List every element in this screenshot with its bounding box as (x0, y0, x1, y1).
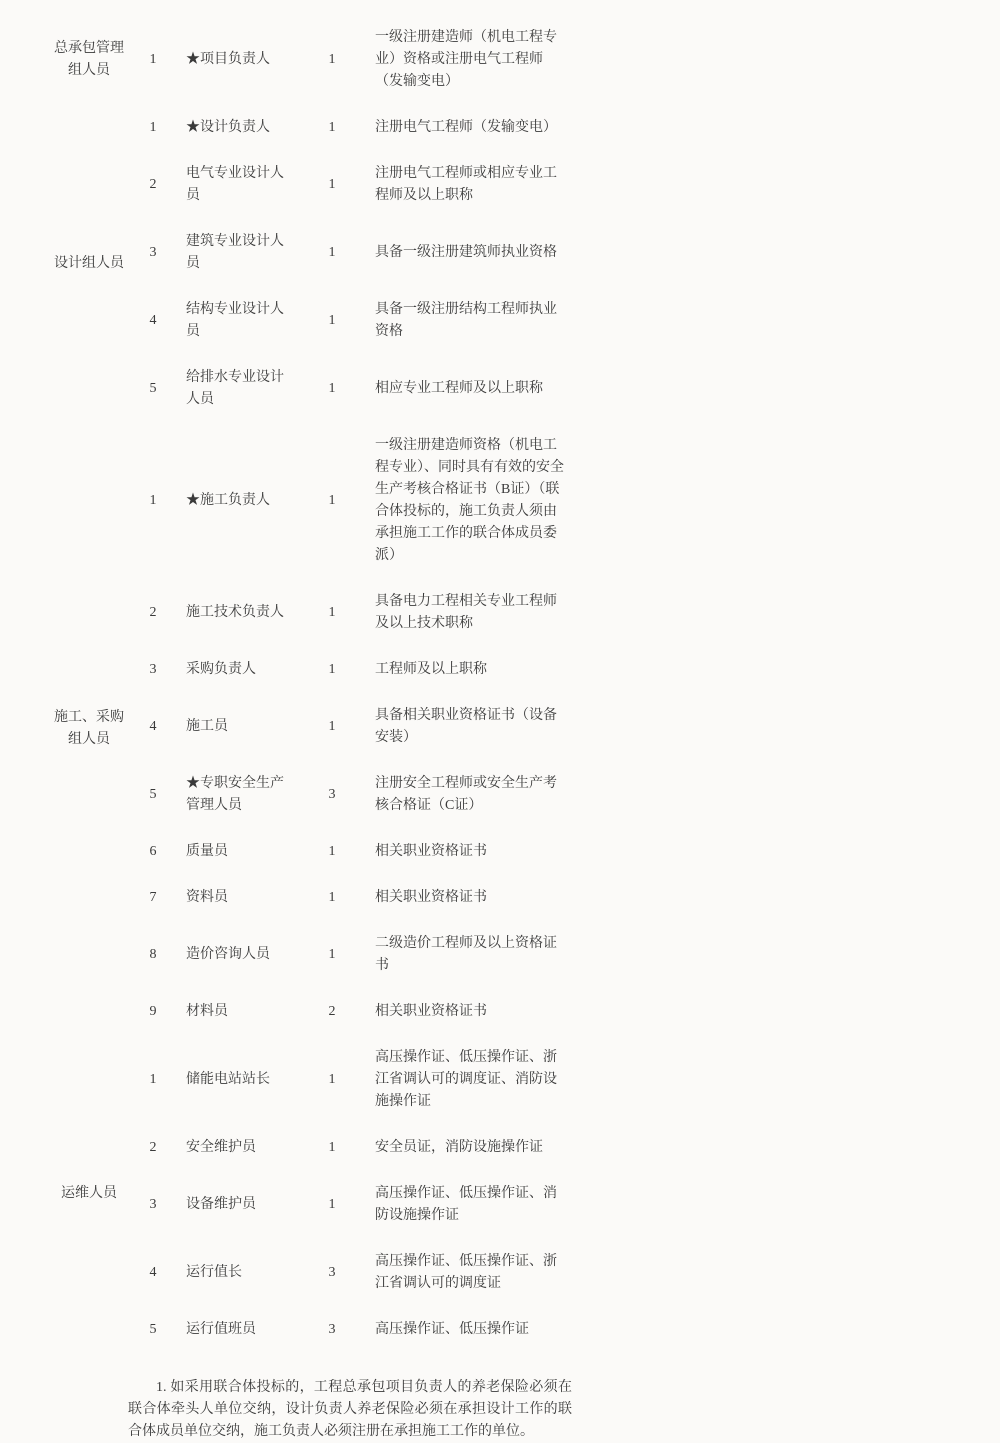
table-row (128, 355, 566, 423)
row-seq: 5 (149, 381, 157, 396)
row-position: 造价咨询人员 (186, 947, 270, 962)
row-count: 1 (328, 1072, 336, 1087)
group-name: 总承包管理组人员 (54, 41, 124, 78)
row-position: 给排水专业设计人员 (186, 370, 284, 407)
group-section (50, 105, 566, 423)
row-requirement: 二级造价工程师及以上资格证书 (375, 936, 557, 973)
table-row (128, 287, 566, 355)
row-requirement: 工程师及以上职称 (375, 662, 487, 677)
footnote: 1. 如采用联合体投标的，工程总承包项目负责人的养老保险必须在联合体牵头人单位交纳，设计负责人养老保险必须在承担设计工作的联合体成员单位交纳，施工负责人必须注册在承担施工工作的单位。 (128, 1380, 572, 1439)
row-position: ★设计负责人 (186, 120, 270, 135)
row-position: 施工技术负责人 (186, 605, 284, 620)
row-position: 结构专业设计人员 (186, 302, 284, 339)
row-seq: 2 (149, 605, 157, 620)
row-position: ★项目负责人 (186, 52, 270, 67)
row-count: 1 (328, 245, 336, 260)
row-requirement: 高压操作证、低压操作证、浙江省调认可的调度证、消防设施操作证 (375, 1050, 557, 1109)
row-position: 设备维护员 (186, 1197, 256, 1212)
row-requirement: 具备一级注册结构工程师执业资格 (375, 302, 557, 339)
table-row (128, 423, 566, 579)
group-rows (128, 105, 566, 423)
row-requirement: 具备相关职业资格证书（设备安装） (375, 708, 557, 745)
row-seq: 9 (149, 1004, 157, 1019)
row-count: 1 (328, 52, 336, 67)
row-position: 质量员 (186, 844, 228, 859)
row-seq: 4 (149, 1265, 157, 1280)
row-count: 3 (328, 1265, 336, 1280)
row-position: 运行值班员 (186, 1322, 256, 1337)
group-section (50, 1035, 566, 1353)
row-position: 储能电站站长 (186, 1072, 270, 1087)
table-row (128, 15, 566, 105)
row-position: 资料员 (186, 890, 228, 905)
row-requirement: 一级注册建造师资格（机电工程专业）、同时具有有效的安全生产考核合格证书（B证）（联合体投标的，施工负责人须由承担施工工作的联合体成员委派） (375, 438, 564, 563)
row-count: 1 (328, 890, 336, 905)
table-row (128, 647, 566, 693)
row-seq: 1 (149, 120, 157, 135)
table-row (128, 1035, 566, 1125)
table-row (128, 579, 566, 647)
row-requirement: 注册电气工程师（发输变电） (375, 120, 557, 135)
row-seq: 1 (149, 1072, 157, 1087)
table-row (128, 761, 566, 829)
row-count: 1 (328, 662, 336, 677)
row-seq: 2 (149, 177, 157, 192)
row-position: 采购负责人 (186, 662, 256, 677)
table-row (128, 219, 566, 287)
group-name: 运维人员 (61, 1186, 117, 1201)
row-seq: 3 (149, 245, 157, 260)
row-requirement: 具备一级注册建筑师执业资格 (375, 245, 557, 260)
row-requirement: 高压操作证、低压操作证 (375, 1322, 529, 1337)
row-requirement: 一级注册建造师（机电工程专业）资格或注册电气工程师（发输变电） (375, 30, 557, 89)
row-seq: 8 (149, 947, 157, 962)
row-seq: 3 (149, 662, 157, 677)
row-requirement: 高压操作证、低压操作证、浙江省调认可的调度证 (375, 1254, 557, 1291)
row-requirement: 具备电力工程相关专业工程师及以上技术职称 (375, 594, 557, 631)
table-row (128, 693, 566, 761)
row-count: 1 (328, 844, 336, 859)
row-requirement: 注册电气工程师或相应专业工程师及以上职称 (375, 166, 557, 203)
row-seq: 6 (149, 844, 157, 859)
table-row (128, 829, 566, 875)
row-seq: 4 (149, 719, 157, 734)
row-position: 运行值长 (186, 1265, 242, 1280)
group-name: 施工、采购组人员 (54, 710, 124, 747)
row-count: 1 (328, 313, 336, 328)
row-position: ★专职安全生产管理人员 (186, 776, 284, 813)
row-count: 3 (328, 787, 336, 802)
row-count: 1 (328, 381, 336, 396)
row-position: 建筑专业设计人员 (186, 234, 284, 271)
row-count: 2 (328, 1004, 336, 1019)
row-seq: 5 (149, 787, 157, 802)
row-requirement: 相关职业资格证书 (375, 844, 487, 859)
row-count: 1 (328, 947, 336, 962)
row-count: 1 (328, 493, 336, 508)
row-position: 材料员 (186, 1004, 228, 1019)
row-position: 施工员 (186, 719, 228, 734)
row-seq: 3 (149, 1197, 157, 1212)
table-row (128, 1307, 566, 1353)
row-seq: 5 (149, 1322, 157, 1337)
group-section (50, 423, 566, 1035)
table-row (128, 989, 566, 1035)
row-count: 1 (328, 605, 336, 620)
row-seq: 1 (149, 52, 157, 67)
row-count: 3 (328, 1322, 336, 1337)
table-row (128, 1239, 566, 1307)
row-seq: 4 (149, 313, 157, 328)
personnel-table (50, 15, 566, 1353)
row-seq: 1 (149, 493, 157, 508)
row-requirement: 相应专业工程师及以上职称 (375, 381, 543, 396)
group-rows (128, 15, 566, 105)
row-seq: 2 (149, 1140, 157, 1155)
row-requirement: 安全员证，消防设施操作证 (375, 1140, 543, 1155)
row-count: 1 (328, 1197, 336, 1212)
table-row (128, 105, 566, 151)
row-requirement: 相关职业资格证书 (375, 890, 487, 905)
group-section (50, 15, 566, 105)
table-row (128, 151, 566, 219)
table-row (128, 875, 566, 921)
row-position: ★施工负责人 (186, 493, 270, 508)
row-position: 安全维护员 (186, 1140, 256, 1155)
row-position: 电气专业设计人员 (186, 166, 284, 203)
row-requirement: 相关职业资格证书 (375, 1004, 487, 1019)
row-count: 1 (328, 719, 336, 734)
group-rows (128, 423, 566, 1035)
table-row (128, 1125, 566, 1171)
row-requirement: 高压操作证、低压操作证、消防设施操作证 (375, 1186, 557, 1223)
row-count: 1 (328, 1140, 336, 1155)
table-row (128, 921, 566, 989)
row-count: 1 (328, 120, 336, 135)
row-requirement: 注册安全工程师或安全生产考核合格证（C证） (375, 776, 557, 813)
group-rows (128, 1035, 566, 1353)
row-count: 1 (328, 177, 336, 192)
row-seq: 7 (149, 890, 157, 905)
group-name: 设计组人员 (54, 256, 124, 271)
table-row (128, 1171, 566, 1239)
